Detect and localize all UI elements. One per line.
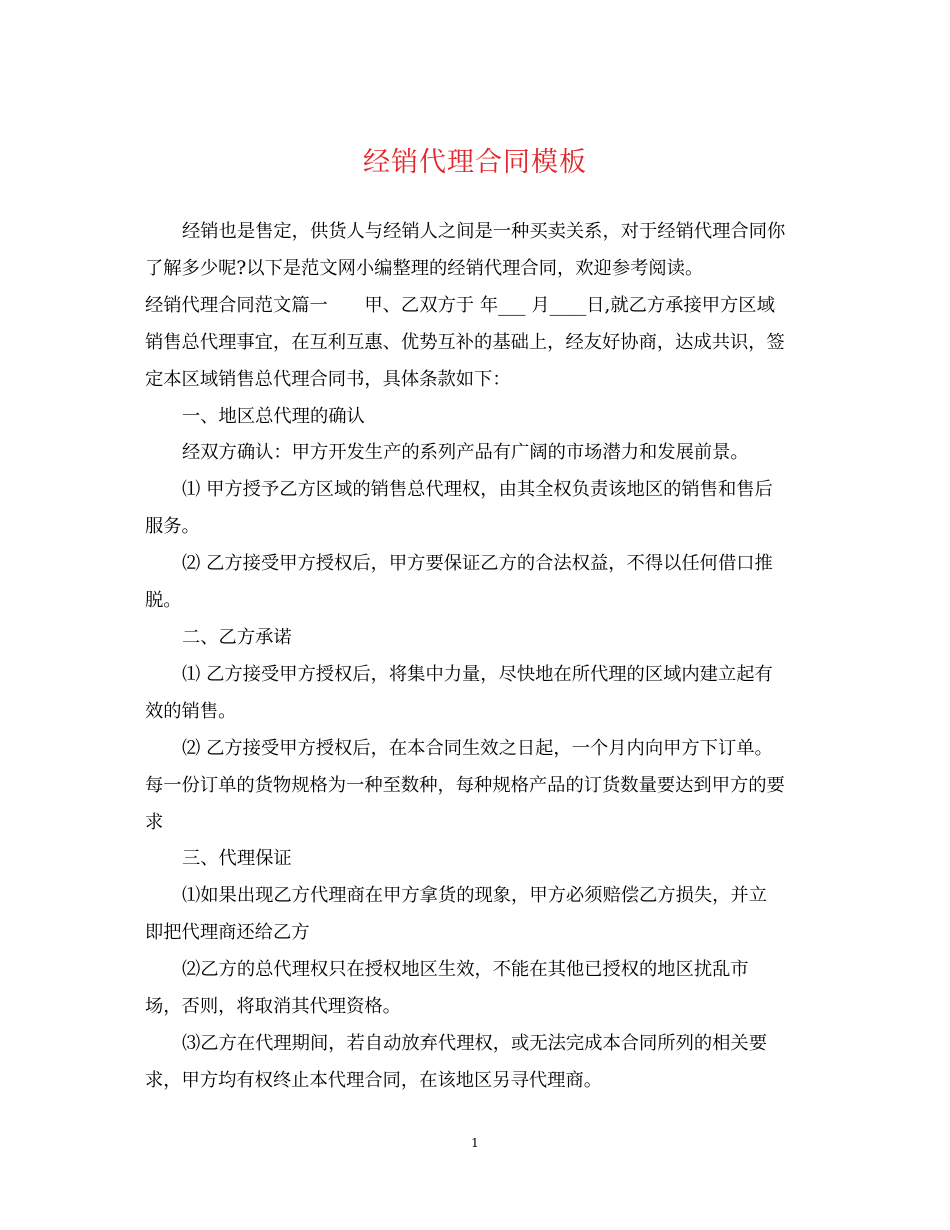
clause-3-2-line-1: ⑵乙方的总代理权只在授权地区生效，不能在其他已授权的地区扰乱市: [182, 959, 749, 981]
section-heading-3: 三、代理保证: [182, 848, 292, 870]
clause-3-3-line-1: ⑶乙方在代理期间，若自动放弃代理权，或无法完成本合同所列的相关要: [182, 1032, 767, 1054]
clause-1-1-line-2: 服务。: [145, 516, 200, 538]
clause-1-1-line-1: ⑴ 甲方授予乙方区域的销售总代理权，由其全权负责该地区的销售和售后: [182, 479, 773, 501]
page-number: 1: [471, 1136, 479, 1150]
clause-1-2-line-1: ⑵ 乙方接受甲方授权后，甲方要保证乙方的合法权益，不得以任何借口推: [182, 553, 773, 575]
section-heading-2: 二、乙方承诺: [182, 626, 292, 648]
intro-line-1: 经销也是售定，供货人与经销人之间是一种买卖关系，对于经销代理合同你: [182, 221, 786, 242]
clause-2-1-line-1: ⑴ 乙方接受甲方授权后，将集中力量，尽快地在所代理的区域内建立起有: [182, 663, 773, 685]
clause-3-1-line-1: ⑴如果出现乙方代理商在甲方拿货的现象，甲方必须赔偿乙方损失，并立: [182, 885, 767, 907]
clause-3-3-line-2: 求，甲方均有权终止本代理合同，在该地区另寻代理商。: [145, 1069, 603, 1091]
intro-line-2: 了解多少呢?以下是范文网小编整理的经销代理合同，欢迎参考阅读。: [145, 257, 704, 279]
section-heading-1: 一、地区总代理的确认: [182, 405, 365, 427]
clause-2-2-line-2: 每一份订单的货物规格为一种至数种，每种规格产品的订货数量要达到甲方的要: [145, 774, 785, 796]
clause-2-2-line-3: 求: [145, 811, 164, 833]
clause-2-2-line-1: ⑵ 乙方接受甲方授权后，在本合同生效之日起，一个月内向甲方下订单。: [182, 737, 773, 759]
section-1-intro: 经双方确认：甲方开发生产的系列产品有广阔的市场潜力和发展前景。: [182, 442, 749, 464]
clause-3-1-line-2: 即把代理商还给乙方: [145, 922, 310, 944]
preamble-line-2: 销售总代理事宜，在互利互惠、优势互补的基础上，经友好协商，达成共识，签: [145, 331, 785, 353]
clause-2-1-line-2: 效的销售。: [145, 700, 237, 722]
document-body: [145, 214, 805, 1100]
preamble-line-1: 经销代理合同范文篇一 甲、乙双方于 年___ 月____日,就乙方承接甲方区域: [145, 294, 775, 316]
clause-1-2-line-2: 脱。: [145, 590, 182, 612]
preamble-line-3: 定本区域销售总代理合同书，具体条款如下：: [145, 368, 511, 390]
document-title: 经销代理合同模板: [363, 147, 587, 178]
clause-3-2-line-2: 场，否则，将取消其代理资格。: [145, 996, 401, 1018]
